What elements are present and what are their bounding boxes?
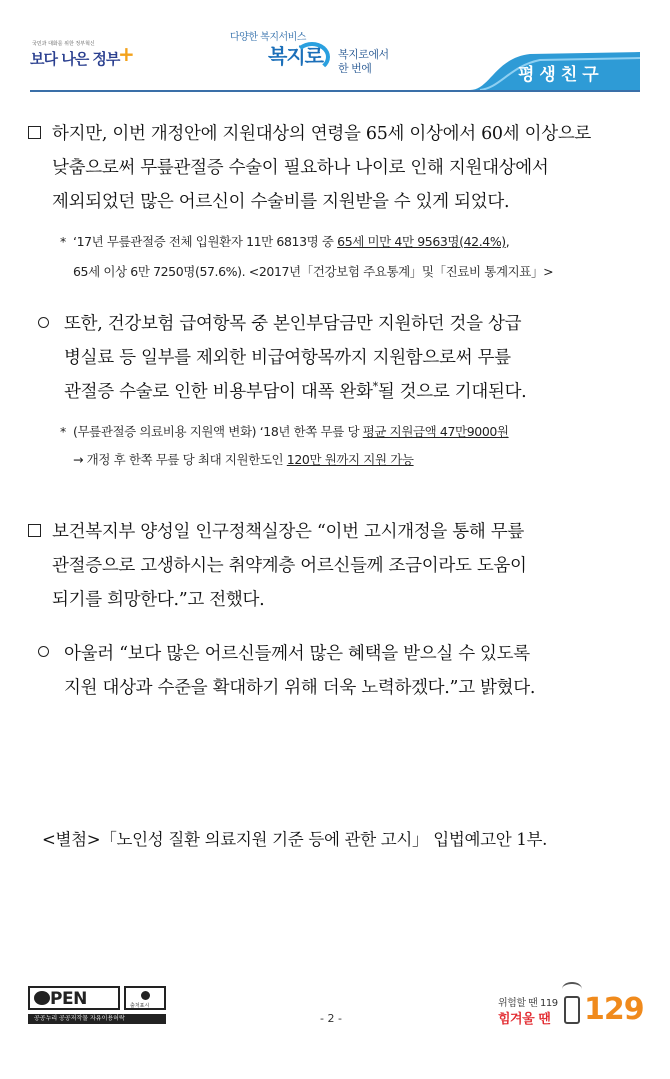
hotline-line-2: 힘겨울 땐 — [498, 1012, 551, 1027]
signal-waves-icon — [562, 982, 582, 996]
footnote-line: (무릎관절증 의료비용 지원액 변화) ‘18년 한쪽 무릎 당 평균 지원금액 47만9000원 — [73, 424, 509, 439]
swoosh-icon — [294, 42, 330, 72]
footnote-line: → 개정 후 한쪽 무릎 당 최대 지원한도인 120만 원까지 지원 가능 — [73, 452, 414, 467]
paragraph-line: 관절증으로 고생하시는 취약계층 어르신들께 조금이라도 도움이 — [52, 556, 527, 576]
attribution-badge — [124, 986, 166, 1010]
header-divider — [30, 90, 640, 92]
bokjiro-logo-side-line-1: 복지로에서 — [338, 48, 389, 61]
footnote-line: ‘17년 무릎관절증 전체 입원환자 11만 6813명 중 65세 미만 4만 9563명(42.4%), — [73, 234, 510, 249]
paragraph-line: 낮춤으로써 무릎관절증 수술이 필요하나 나이로 인해 지원대상에서 — [52, 158, 549, 178]
paragraph-line: 병실료 등 일부를 제외한 비급여항목까지 지원함으로써 무릎 — [64, 348, 511, 368]
page-number: - 2 - — [320, 1012, 342, 1025]
bokjiro-logo-side-line-2: 한 번에 — [338, 62, 372, 75]
paragraph-line: 관절증 수술로 인한 비용부담이 대폭 완화*될 것으로 기대된다. — [64, 380, 527, 402]
hotline-129-logo — [498, 978, 643, 1028]
banner-label: 평생친구 — [518, 65, 604, 85]
government-logo-tagline: 국민과 대화를 위한 정부혁신 — [32, 41, 95, 47]
attachment-note: <별첨>「노인성 질환 의료지원 기준 등에 관한 고시」 입법예고안 1부. — [42, 830, 548, 849]
bokjiro-logo — [228, 24, 408, 74]
lifelong-friend-banner — [470, 52, 640, 90]
footnote-bullet: * — [60, 424, 66, 439]
paragraph-line: 지원 대상과 수준을 확대하기 위해 더욱 노력하겠다.”고 밝혔다. — [64, 678, 536, 698]
hotline-number: 129 — [584, 992, 644, 1027]
government-logo-text: 보다 나은 정부 — [30, 50, 120, 68]
attribution-badge-label: 출처표시 — [130, 1003, 150, 1009]
footnote-line: 65세 이상 6만 7250명(57.6%). <2017년「건강보험 주요통계」및「진료비 통계지표」> — [73, 264, 554, 279]
phone-icon — [564, 996, 580, 1024]
underlined-statistic: 평균 지원금액 47만9000원 — [362, 424, 509, 439]
square-bullet-icon — [28, 126, 41, 139]
government-logo — [30, 30, 135, 80]
circle-bullet-icon — [38, 317, 49, 328]
paragraph-line: 되기를 희망한다.”고 전했다. — [52, 590, 265, 610]
open-logo-box — [28, 986, 120, 1010]
kogl-open-license-logo — [28, 986, 166, 1026]
square-bullet-icon — [28, 524, 41, 537]
paragraph-line: 하지만, 이번 개정안에 지원대상의 연령을 65세 이상에서 60세 이상으로 — [52, 124, 592, 144]
plus-icon: + — [118, 42, 135, 66]
paragraph-line: 보건복지부 양성일 인구정책실장은 “이번 고시개정을 통해 무릎 — [52, 522, 524, 542]
circle-bullet-icon — [38, 646, 49, 657]
underlined-statistic: 120만 원까지 지원 가능 — [286, 452, 414, 467]
paragraph-line: 또한, 건강보험 급여항목 중 본인부담금만 지원하던 것을 상급 — [64, 314, 522, 334]
open-license-subtitle: 공공누리 공공저작물 자유이용허락 — [28, 1014, 166, 1024]
open-logo-text: PEN — [50, 989, 87, 1009]
paragraph-line: 제외되었던 많은 어르신이 수술비를 지원받을 수 있게 되었다. — [52, 192, 510, 212]
open-o-icon — [34, 991, 50, 1005]
person-icon — [141, 991, 150, 1000]
paragraph-line: 아울러 “보다 많은 어르신들께서 많은 혜택을 받으실 수 있도록 — [64, 644, 530, 664]
footnote-bullet: * — [60, 234, 66, 249]
page-header — [0, 0, 670, 100]
underlined-statistic: 65세 미만 4만 9563명(42.4%) — [337, 234, 506, 249]
bokjiro-logo-text: 복지로 — [268, 44, 323, 68]
bokjiro-logo-small-text: 다양한 복지서비스 — [230, 32, 306, 43]
hotline-line-1: 위험할 땐 119 — [498, 998, 558, 1009]
